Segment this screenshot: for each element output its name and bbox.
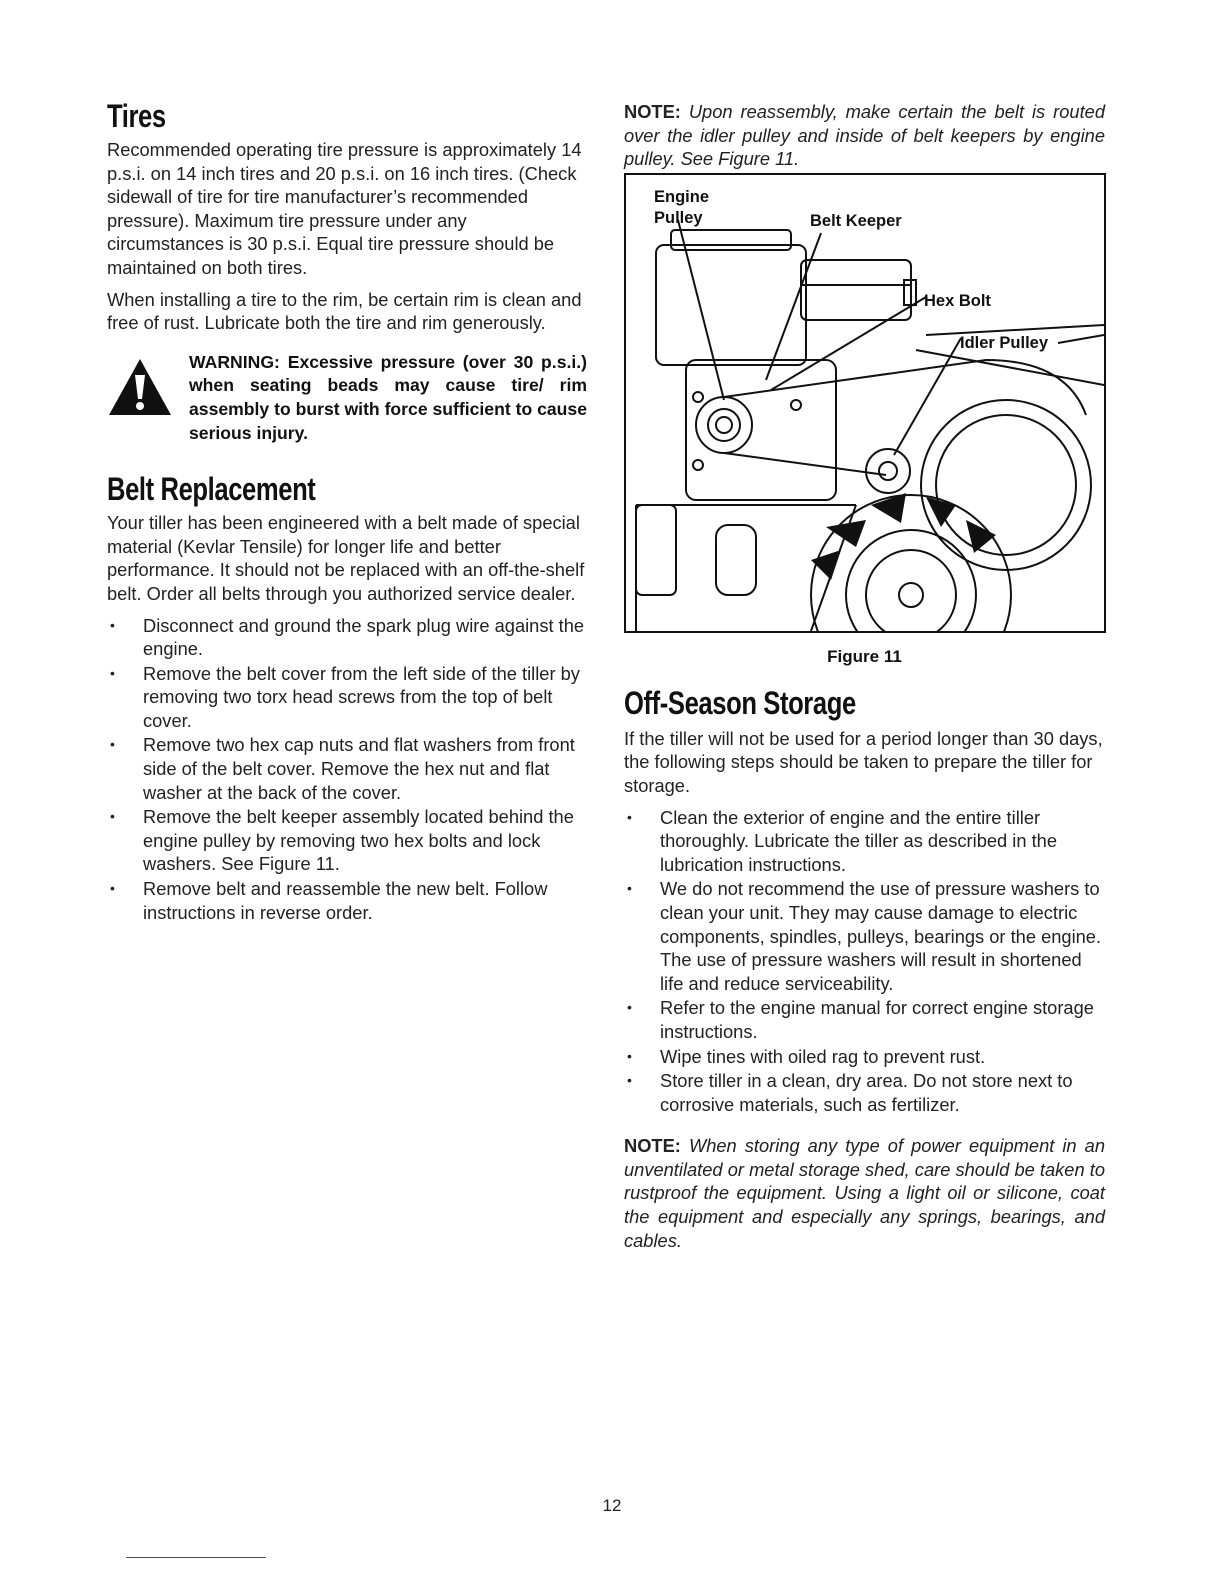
tires-paragraph-2: When installing a tire to the rim, be certain rim is clean and free of rust. Lubricate both the tire and rim generously.: [107, 288, 582, 334]
engine-label: Engine: [654, 187, 710, 206]
off-season-storage-heading: Off-Season Storage: [624, 684, 856, 721]
list-item: • Store tiller in a clean, dry area. Do not store next to corrosive materials, such as fertilizer.: [627, 1070, 1073, 1115]
note-text: Upon reassembly, make certain the belt is routed over the idler pulley and inside of belt keepers by engine pulley. See Figure 11.: [624, 101, 1105, 170]
list-item: • Remove the belt cover from the left side of the tiller by removing two torx head screws from the top of belt cover.: [110, 662, 580, 731]
belt-steps-list: [107, 614, 587, 925]
tiller-belt-diagram: [626, 175, 1104, 631]
note-label: NOTE:: [624, 1135, 681, 1157]
right-column: [624, 100, 1105, 1252]
storage-steps-list: [624, 806, 1105, 1117]
left-column: [107, 96, 587, 925]
list-item: • Remove two hex cap nuts and flat washers from front side of the belt cover. Remove the hex nut and flat washer at the back of the cover.: [110, 734, 575, 803]
storage-intro: If the tiller will not be used for a period longer than 30 days, the following steps should be taken to prepare the tiller for storage.: [624, 727, 1103, 796]
belt-replacement-heading: Belt Replacement: [107, 471, 316, 508]
tires-paragraph-1: Recommended operating tire pressure is approximately 14 p.s.i. on 14 inch tires and 20 p.s.i. on 16 inch tires. (Check sidewall of tire for tire manufacturer’s recommended pressure). Maximum tire pressure under any circumstances is 30 p.s.i. Equal tire pressure should be maintained on both tires.: [107, 139, 582, 278]
tires-section: [107, 96, 587, 445]
list-item: • Wipe tines with oiled rag to prevent rust.: [627, 1045, 986, 1067]
list-item: • Disconnect and ground the spark plug wire against the engine.: [110, 614, 585, 660]
warning-triangle-icon: [107, 351, 189, 445]
list-item: • We do not recommend the use of pressure washers to clean your unit. They may cause damage to electric components, spindles, pulleys, bearings or the engine. The use of pressure washers will result in shortened life and reduce serviceability.: [627, 878, 1102, 994]
figure-11-illustration: [624, 173, 1106, 633]
belt-replacement-section: [107, 469, 587, 924]
belt-keeper-label: Belt Keeper: [810, 211, 902, 230]
tire-pressure-warning: [107, 351, 587, 445]
storage-note: [624, 1134, 1105, 1252]
list-item: • Refer to the engine manual for correct engine storage instructions.: [627, 997, 1094, 1042]
footer-rule: [126, 1557, 266, 1558]
belt-intro: Your tiller has been engineered with a belt made of special material (Kevlar Tensile) for longer life and better performance. It should not be replaced with an off-the-shelf belt. Order all belts through you authorized service dealer.: [107, 512, 585, 604]
list-item: • Remove the belt keeper assembly located behind the engine pulley by removing two hex bolts and lock washers. See Figure 11.: [110, 806, 574, 875]
tires-heading: Tires: [107, 98, 166, 134]
idler-pulley-label: Idler Pulley: [960, 333, 1049, 352]
list-item: • Clean the exterior of engine and the entire tiller thoroughly. Lubricate the tiller as described in the lubrication instructions.: [627, 806, 1058, 875]
figure-caption: Figure 11: [827, 646, 902, 666]
warning-text: WARNING: Excessive pressure (over 30 p.s.i.) when seating beads may cause tire/ rim assembly to burst with force sufficient to cause serious injury.: [189, 351, 587, 443]
note-text: When storing any type of power equipment in an unventilated or metal storage shed, care should be taken to rustproof the equipment. Using a light oil or silicone, coat the equipment and especially any springs, bearings, and cables.: [624, 1135, 1105, 1251]
pulley-label: Pulley: [654, 208, 703, 227]
note-label: NOTE:: [624, 101, 681, 122]
reassembly-note: [624, 100, 1105, 171]
list-item: • Remove belt and reassemble the new belt. Follow instructions in reverse order.: [110, 878, 548, 923]
page-number: 12: [602, 1496, 622, 1515]
hex-bolt-label: Hex Bolt: [924, 291, 991, 310]
off-season-storage-section: [624, 683, 1105, 1252]
